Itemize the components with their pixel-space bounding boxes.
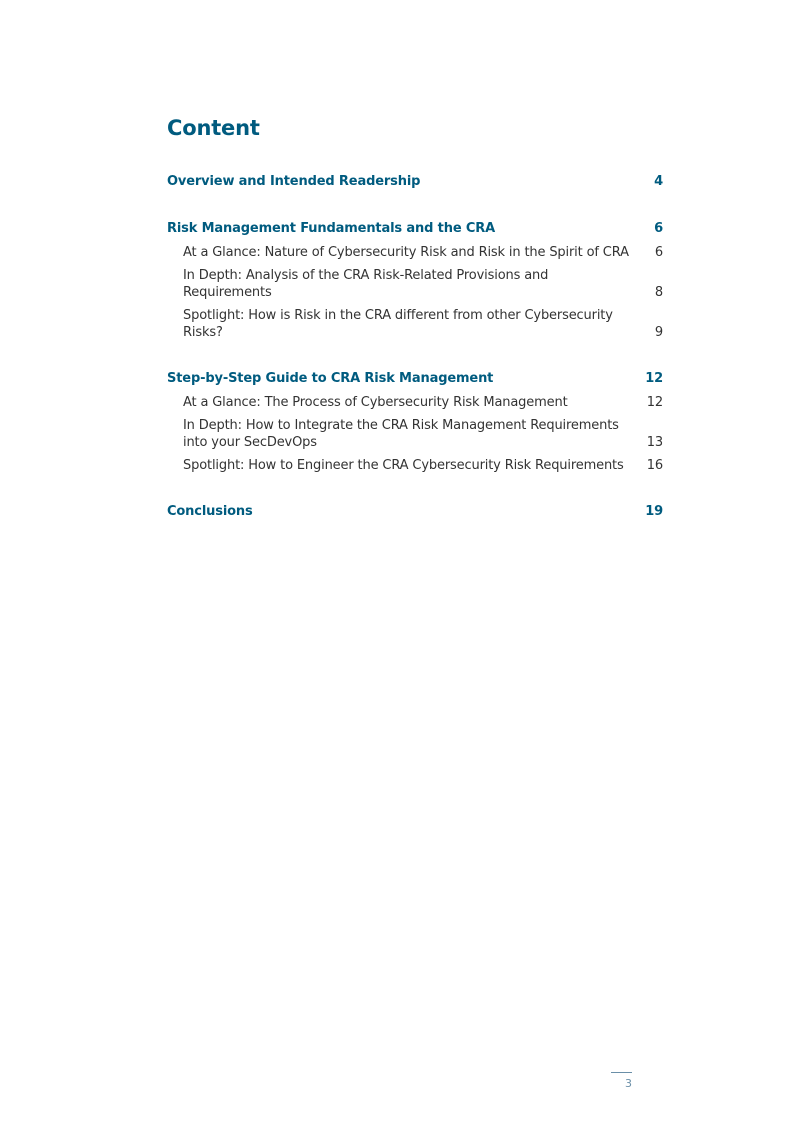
toc-page-number: 19	[645, 504, 663, 519]
toc-entry[interactable]	[167, 264, 663, 304]
toc-heading: Overview and Intended Readership	[167, 174, 421, 189]
toc-heading: Step-by-Step Guide to CRA Risk Management	[167, 371, 494, 386]
toc-page-number: 8	[654, 285, 663, 300]
toc-section	[167, 217, 663, 344]
toc-entry[interactable]	[167, 454, 663, 477]
toc-section	[167, 500, 663, 524]
page-number: 3	[625, 1077, 632, 1090]
toc-section	[167, 170, 663, 194]
toc-heading-row[interactable]	[167, 367, 663, 391]
toc-page-number: 4	[654, 174, 663, 189]
toc-page-number: 6	[654, 245, 663, 260]
toc-page-number: 12	[645, 371, 663, 386]
toc-entry[interactable]	[167, 391, 663, 414]
table-of-contents	[167, 170, 663, 547]
toc-heading: Risk Management Fundamentals and the CRA	[167, 221, 496, 236]
toc-entry-text: At a Glance: Nature of Cybersecurity Risk and Risk in the Spirit of CRA	[183, 245, 629, 260]
toc-entry-text: Spotlight: How to Engineer the CRA Cybersecurity Risk Requirements	[183, 458, 624, 473]
toc-entry[interactable]	[167, 414, 663, 454]
toc-heading-row[interactable]	[167, 500, 663, 524]
toc-entry[interactable]	[167, 304, 663, 344]
page-title: Content	[167, 116, 260, 140]
toc-page-number: 13	[646, 435, 663, 450]
toc-page-number: 16	[646, 458, 663, 473]
toc-page-number: 9	[654, 325, 663, 340]
toc-entry-text: Spotlight: How is Risk in the CRA different from other Cybersecurity Risks?	[183, 308, 613, 340]
toc-page-number: 6	[654, 221, 663, 236]
toc-heading: Conclusions	[167, 504, 253, 519]
page-number-rule	[611, 1072, 632, 1073]
toc-heading-row[interactable]	[167, 217, 663, 241]
toc-page-number: 12	[646, 395, 663, 410]
toc-entry-text: In Depth: Analysis of the CRA Risk-Related Provisions and Requirements	[183, 268, 549, 300]
toc-entry-text: In Depth: How to Integrate the CRA Risk Management Requirements into your SecDevOps	[183, 418, 619, 450]
toc-entry-text: At a Glance: The Process of Cybersecurity Risk Management	[183, 395, 568, 410]
toc-entry[interactable]	[167, 241, 663, 264]
toc-heading-row[interactable]	[167, 170, 663, 194]
toc-section	[167, 367, 663, 477]
